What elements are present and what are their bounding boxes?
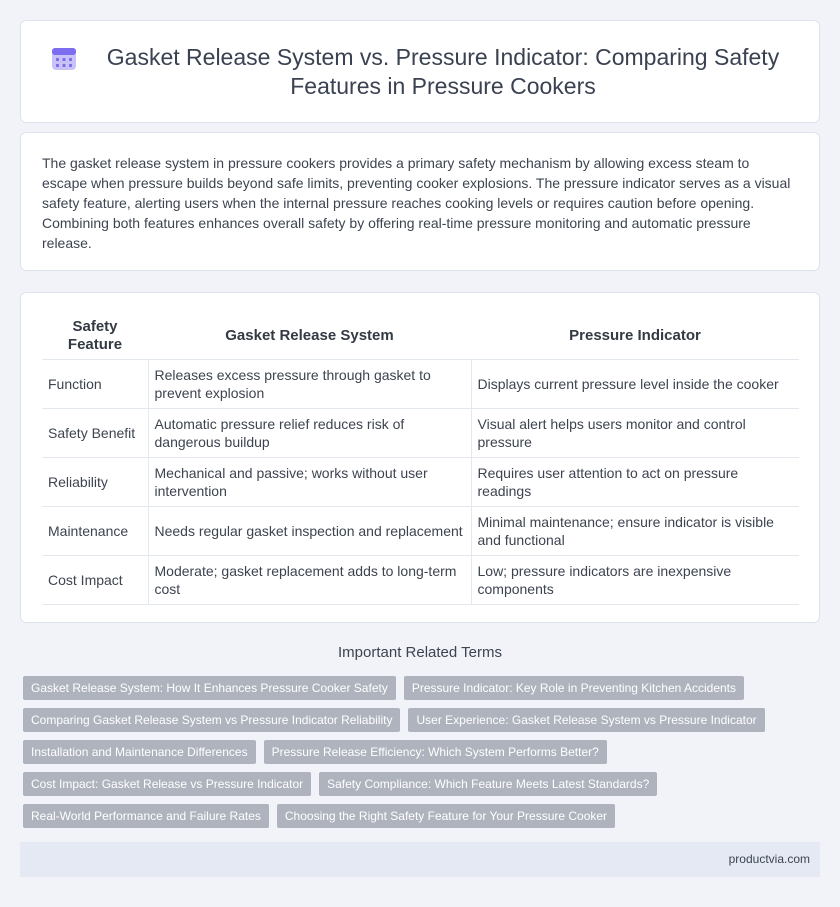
- indicator-cell: Requires user attention to act on pressure readings: [471, 458, 799, 507]
- related-term-tag[interactable]: Pressure Indicator: Key Role in Preventing Kitchen Accidents: [404, 676, 744, 700]
- indicator-cell: Visual alert helps users monitor and control pressure: [471, 409, 799, 458]
- comparison-table: [42, 313, 799, 605]
- header-card: [20, 20, 820, 123]
- gasket-cell: Moderate; gasket replacement adds to long-term cost: [148, 556, 471, 605]
- indicator-cell: Low; pressure indicators are inexpensive components: [471, 556, 799, 605]
- header-gasket-release-system: Gasket Release System: [148, 313, 471, 360]
- related-terms-list: [23, 676, 823, 836]
- table-row: [42, 556, 799, 605]
- gasket-cell: Mechanical and passive; works without user intervention: [148, 458, 471, 507]
- related-term-tag[interactable]: Safety Compliance: Which Feature Meets Latest Standards?: [319, 772, 657, 796]
- feature-cell: Cost Impact: [42, 556, 148, 605]
- related-term-tag[interactable]: User Experience: Gasket Release System vs Pressure Indicator: [408, 708, 764, 732]
- comparison-table-card: [20, 292, 820, 623]
- related-term-tag[interactable]: Pressure Release Efficiency: Which System Performs Better?: [264, 740, 607, 764]
- feature-cell: Function: [42, 360, 148, 409]
- header-pressure-indicator: Pressure Indicator: [471, 313, 799, 360]
- table-header-row: [42, 313, 799, 360]
- related-term-tag[interactable]: Choosing the Right Safety Feature for Your Pressure Cooker: [277, 804, 615, 828]
- gasket-cell: Automatic pressure relief reduces risk of dangerous buildup: [148, 409, 471, 458]
- table-row: [42, 507, 799, 556]
- calendar-icon: [51, 45, 77, 71]
- tag-row: [23, 708, 823, 732]
- feature-cell: Maintenance: [42, 507, 148, 556]
- table-row: [42, 458, 799, 507]
- feature-cell: Safety Benefit: [42, 409, 148, 458]
- indicator-cell: Minimal maintenance; ensure indicator is visible and functional: [471, 507, 799, 556]
- gasket-cell: Releases excess pressure through gasket to prevent explosion: [148, 360, 471, 409]
- tag-row: [23, 740, 823, 764]
- related-term-tag[interactable]: Installation and Maintenance Differences: [23, 740, 256, 764]
- related-term-tag[interactable]: Real-World Performance and Failure Rates: [23, 804, 269, 828]
- tag-row: [23, 804, 823, 828]
- footer: [20, 842, 820, 877]
- related-term-tag[interactable]: Comparing Gasket Release System vs Pressure Indicator Reliability: [23, 708, 400, 732]
- summary-card: [20, 132, 820, 271]
- related-term-tag[interactable]: Gasket Release System: How It Enhances Pressure Cooker Safety: [23, 676, 396, 700]
- summary-text: The gasket release system in pressure cookers provides a primary safety mechanism by allowing excess steam to escape when pressure builds beyond safe limits, preventing cooker explosions. The pressure indicator serves as a visual safety feature, alerting users when the internal pressure reaches cooking levels or requires caution before opening. Combining both features enhances overall safety by offering real-time pressure monitoring and automatic pressure release.: [42, 155, 791, 251]
- indicator-cell: Displays current pressure level inside the cooker: [471, 360, 799, 409]
- tag-row: [23, 772, 823, 796]
- tag-row: [23, 676, 823, 700]
- header-safety-feature: Safety Feature: [42, 313, 148, 360]
- related-term-tag[interactable]: Cost Impact: Gasket Release vs Pressure Indicator: [23, 772, 311, 796]
- page-title: Gasket Release System vs. Pressure Indicator: Comparing Safety Features in Pressure Cookers: [106, 43, 780, 99]
- table-row: [42, 409, 799, 458]
- related-terms-title: Important Related Terms: [338, 644, 502, 661]
- gasket-cell: Needs regular gasket inspection and replacement: [148, 507, 471, 556]
- table-row: [42, 360, 799, 409]
- feature-cell: Reliability: [42, 458, 148, 507]
- site-link[interactable]: productvia.com: [728, 852, 810, 866]
